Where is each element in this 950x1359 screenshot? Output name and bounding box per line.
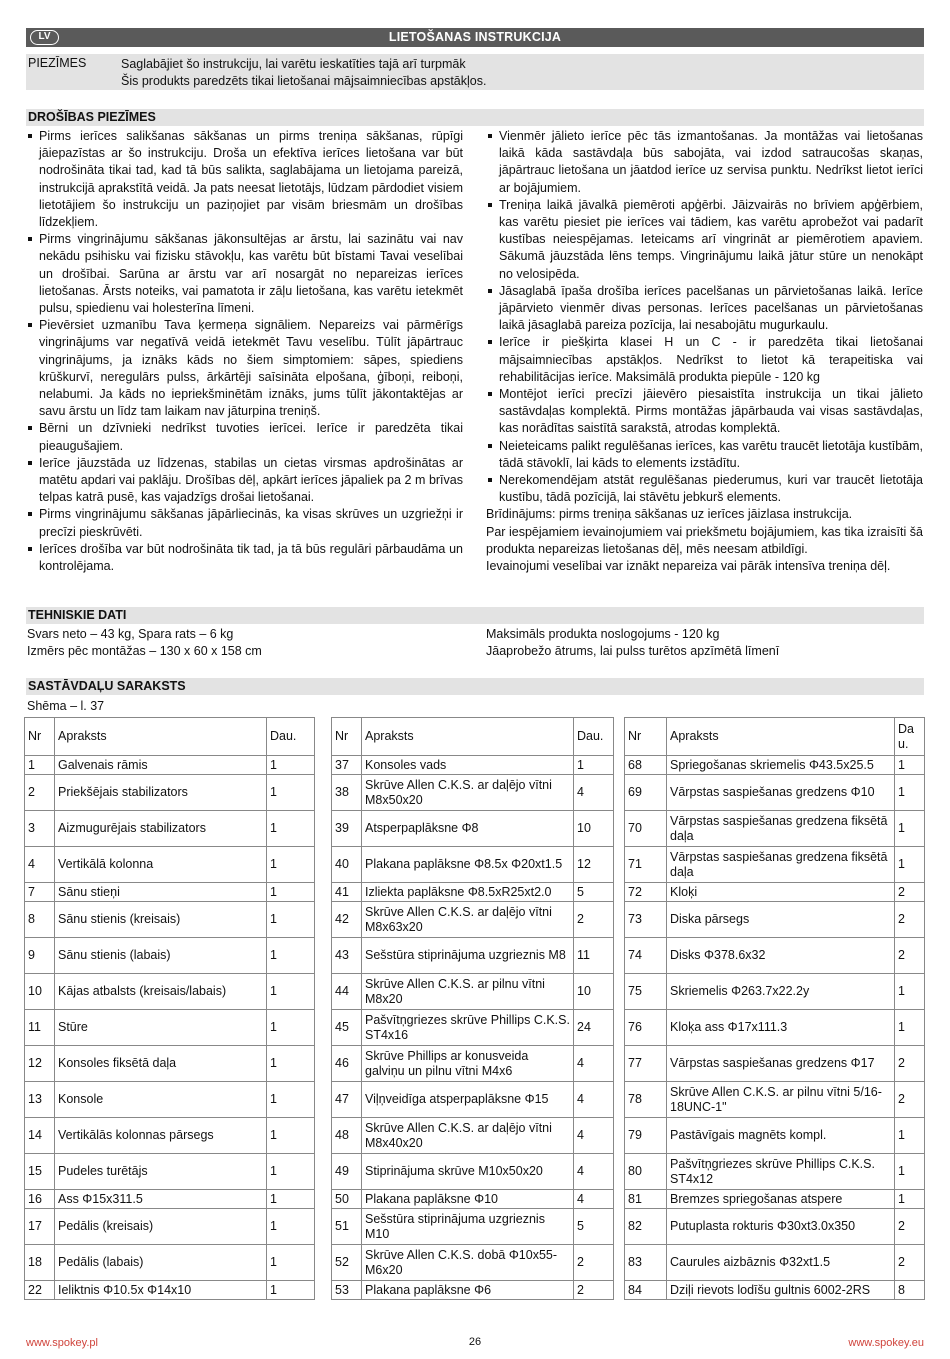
safety-item: Pievērsiet uzmanību Tava ķermeņa signāliem. Nepareizs vai pārmērīgs vingrinājums var negatīvā veidā ietekmēt Tavu veselību. Tūlīt jāpārtrauc vingrinājums, ja iznāks kāds no šiem simptomiem: sāpes, spiediens krūškurvī, neregulārs pulss, ārkārtēji saīsināta elpošana, ģīboņi, reiboņi, nelabumi. Ja kāds no iepriekšminētām iznāks, jums tūlīt jākontaktējas ar savu ārstu un līdz tam laikam nav jāturpina treniņš. <box>26 317 463 420</box>
table-row <box>332 1281 614 1300</box>
table-header-row <box>25 718 315 756</box>
part-quantity: 2 <box>895 1046 925 1082</box>
part-description: Sānu stienis (labais) <box>55 938 267 974</box>
part-number: 10 <box>25 974 55 1010</box>
safety-left-column <box>26 128 463 575</box>
part-quantity: 2 <box>574 1281 614 1300</box>
part-description: Vertikālā kolonna <box>55 847 267 883</box>
part-number: 41 <box>332 883 362 902</box>
part-description: Skrūve Allen C.K.S. ar pilnu vītni 5/16-18UNC-1" <box>667 1082 895 1118</box>
part-number: 77 <box>625 1046 667 1082</box>
part-description: Vertikālās kolonnas pārsegs <box>55 1118 267 1154</box>
safety-item: Pirms vingrinājumu sākšanas jāpārliecinās, ka visas skrūves un uzgriežņi ir precīzi pieskrūvēti. <box>26 506 463 540</box>
notes-label: PIEZĪMES <box>28 56 87 70</box>
part-quantity: 1 <box>267 883 315 902</box>
safety-item: Ierīces drošība var būt nodrošināta tik tad, ja tā būs regulāri pārbaudāma un kontrolējama. <box>26 541 463 575</box>
part-description: Kloķi <box>667 883 895 902</box>
part-quantity: 8 <box>895 1281 925 1300</box>
part-number: 80 <box>625 1154 667 1190</box>
liability-text: Par iespējamiem ievainojumiem vai priekšmetu bojājumiem, kas tika izraisīti šā produkta nepareizas lietošanas dēļ, mēs neesam atbildīgi. <box>486 524 923 556</box>
part-number: 44 <box>332 974 362 1010</box>
part-quantity: 1 <box>267 1245 315 1281</box>
part-number: 12 <box>25 1046 55 1082</box>
part-description: Pudeles turētājs <box>55 1154 267 1190</box>
table-row <box>625 1118 925 1154</box>
table-header-row <box>332 718 614 756</box>
part-description: Skrūve Allen C.K.S. ar daļējo vītni M8x50x20 <box>362 775 574 811</box>
part-quantity: 1 <box>267 1118 315 1154</box>
table-row <box>332 1245 614 1281</box>
part-quantity: 4 <box>574 1046 614 1082</box>
part-number: 74 <box>625 938 667 974</box>
table-row <box>25 811 315 847</box>
safety-item: Neieteicams palikt regulēšanas ierīces, kas varētu traucēt lietotāja kustībām, tādā stāvoklī, lai kāds to elements izstādītu. <box>486 438 923 472</box>
part-description: Ass Φ15x311.5 <box>55 1190 267 1209</box>
table-row <box>25 1281 315 1300</box>
part-description: Stūre <box>55 1010 267 1046</box>
part-description: Pedālis (kreisais) <box>55 1209 267 1245</box>
part-description: Pastāvīgais magnēts kompl. <box>667 1118 895 1154</box>
part-number: 46 <box>332 1046 362 1082</box>
part-quantity: 1 <box>895 1154 925 1190</box>
table-header-row <box>625 718 925 756</box>
part-description: Skrūve Allen C.K.S. ar daļējo vītni M8x40x20 <box>362 1118 574 1154</box>
part-quantity: 4 <box>574 1118 614 1154</box>
part-quantity: 1 <box>267 1082 315 1118</box>
part-quantity: 1 <box>267 775 315 811</box>
part-quantity: 1 <box>895 775 925 811</box>
safety-item: Bērni un dzīvnieki nedrīkst tuvoties ierīcei. Ierīce ir paredzēta tikai pieaugušajiem. <box>26 420 463 454</box>
part-description: Plakana paplāksne Φ6 <box>362 1281 574 1300</box>
part-description: Pedālis (labais) <box>55 1245 267 1281</box>
part-description: Atsperpaplāksne Φ8 <box>362 811 574 847</box>
part-quantity: 10 <box>574 974 614 1010</box>
table-row <box>332 811 614 847</box>
table-row <box>625 1046 925 1082</box>
table-row <box>625 1209 925 1245</box>
table-row <box>625 974 925 1010</box>
table-header-cell: Da u. <box>895 718 925 756</box>
table-header-cell: Apraksts <box>667 718 895 756</box>
part-quantity: 1 <box>267 938 315 974</box>
safety-item: Ierīce jāuzstāda uz līdzenas, stabilas un cietas virsmas apdrošinātas ar matētu apdari vai paklāju. Drošības dēļ, apkārt ierīces jāpaliek pa 2 m brīvas telpas katrā pusē, kas vajadzīgs drošai lietošanai. <box>26 455 463 507</box>
tech-line: Svars neto – 43 kg, Spara rats – 6 kg <box>27 627 234 641</box>
part-quantity: 5 <box>574 1209 614 1245</box>
part-number: 18 <box>25 1245 55 1281</box>
part-number: 48 <box>332 1118 362 1154</box>
part-number: 43 <box>332 938 362 974</box>
table-row <box>25 1118 315 1154</box>
safety-item: Pirms vingrinājumu sākšanas jākonsultējas ar ārstu, lai sazinātu vai nav nekādu psihisku vai fizisku stāvokļu, kas varētu būt bīstami Tavai veselībai un drošībai. Sarūna ar ārstu var arī nosargāt no nepareizas ierīces lietošanas. Ārsts noteiks, vai pamatota ir zāļu lietošana, kas varētu ietekmēt pulsu, spiedienu vai holesterīna līmeni. <box>26 231 463 317</box>
part-number: 4 <box>25 847 55 883</box>
table-header-cell: Nr <box>625 718 667 756</box>
part-number: 47 <box>332 1082 362 1118</box>
header-bar <box>26 28 924 47</box>
language-badge: LV <box>30 30 59 45</box>
safety-item: Vienmēr jālieto ierīce pēc tās izmantošanas. Ja montāžas vai lietošanas laikā kāda sastāvdaļa būs sabojāta, vai izdod satraucošas skaņas, jāpārtrauc lietošana un jāatdod ierīce uz servisa punktu. Nedrīkst lietot ierīci ar bojājumiem. <box>486 128 923 197</box>
part-quantity: 2 <box>895 1245 925 1281</box>
part-quantity: 1 <box>267 811 315 847</box>
part-number: 40 <box>332 847 362 883</box>
table-row <box>625 1082 925 1118</box>
part-quantity: 24 <box>574 1010 614 1046</box>
table-row <box>25 1190 315 1209</box>
table-row <box>25 847 315 883</box>
part-number: 37 <box>332 756 362 775</box>
parts-table-2 <box>331 717 614 1300</box>
part-quantity: 1 <box>267 1010 315 1046</box>
table-row <box>25 1245 315 1281</box>
table-row <box>25 1010 315 1046</box>
table-header-cell: Dau. <box>267 718 315 756</box>
table-row <box>332 847 614 883</box>
table-row <box>25 883 315 902</box>
part-description: Galvenais rāmis <box>55 756 267 775</box>
part-quantity: 1 <box>895 974 925 1010</box>
part-quantity: 4 <box>574 775 614 811</box>
part-number: 50 <box>332 1190 362 1209</box>
part-description: Stiprinājuma skrūve M10x50x20 <box>362 1154 574 1190</box>
safety-item: Treniņa laikā jāvalkā piemēroti apģērbi. Jāizvairās no brīviem apģērbiem, kas varētu piesiet pie ierīces vai tādiem, kas varētu aprobežot vai padarīt kustības neiespējamas. Ieteicams arī vingrināt ar piemērotiem apaviem. Sākumā jāuzstāda lēns temps. Vingrinājumu laikā jātur stūre un nenokāpt no velosipēda. <box>486 197 923 283</box>
table-row <box>25 775 315 811</box>
part-number: 70 <box>625 811 667 847</box>
table-row <box>332 775 614 811</box>
part-description: Skrūve Allen C.K.S. ar daļējo vītni M8x63x20 <box>362 902 574 938</box>
part-description: Vārpstas saspiešanas gredzens Φ10 <box>667 775 895 811</box>
table-row <box>332 902 614 938</box>
part-quantity: 1 <box>895 756 925 775</box>
part-number: 69 <box>625 775 667 811</box>
part-number: 42 <box>332 902 362 938</box>
part-description: Sešstūra stiprinājuma uzgrieznis M10 <box>362 1209 574 1245</box>
table-row <box>332 938 614 974</box>
part-quantity: 1 <box>267 1046 315 1082</box>
part-number: 71 <box>625 847 667 883</box>
part-description: Plakana paplāksne Φ8.5x Φ20xt1.5 <box>362 847 574 883</box>
tech-heading: TEHNISKIE DATI <box>26 607 924 624</box>
table-row <box>625 1154 925 1190</box>
part-description: Sānu stienis (kreisais) <box>55 902 267 938</box>
part-quantity: 2 <box>895 1209 925 1245</box>
table-row <box>332 974 614 1010</box>
part-number: 53 <box>332 1281 362 1300</box>
part-number: 2 <box>25 775 55 811</box>
parts-heading: SASTĀVDAĻU SARAKSTS <box>26 678 924 695</box>
part-description: Kājas atbalsts (kreisais/labais) <box>55 974 267 1010</box>
part-quantity: 1 <box>895 811 925 847</box>
part-description: Sešstūra stiprinājuma uzgrieznis M8 <box>362 938 574 974</box>
part-description: Sānu stieņi <box>55 883 267 902</box>
part-quantity: 10 <box>574 811 614 847</box>
part-quantity: 4 <box>574 1190 614 1209</box>
part-quantity: 2 <box>895 938 925 974</box>
safety-item: Ierīce ir piešķirta klasei H un C - ir paredzēta tikai lietošanai mājsaimniecības apstākļos. Nedrīkst to lietot kā terapeitiska vai rehabilitācijas ierīce. Maksimālā produkta piepūle - 120 kg <box>486 334 923 386</box>
part-description: Pašvītņgriezes skrūve Phillips C.K.S. ST4x16 <box>362 1010 574 1046</box>
part-number: 9 <box>25 938 55 974</box>
part-description: Vārpstas saspiešanas gredzena fiksētā daļa <box>667 811 895 847</box>
table-row <box>25 1209 315 1245</box>
table-row <box>25 1154 315 1190</box>
part-description: Viļņveidīga atsperpaplāksne Φ15 <box>362 1082 574 1118</box>
part-number: 39 <box>332 811 362 847</box>
part-description: Skriemelis Φ263.7x22.2y <box>667 974 895 1010</box>
part-number: 13 <box>25 1082 55 1118</box>
part-description: Skrūve Phillips ar konusveida galviņu un pilnu vītni M4x6 <box>362 1046 574 1082</box>
part-quantity: 2 <box>574 902 614 938</box>
safety-heading: DROŠĪBAS PIEZĪMES <box>26 109 924 126</box>
table-row <box>332 1082 614 1118</box>
table-row <box>332 1154 614 1190</box>
notes-lines <box>121 56 486 90</box>
part-description: Skrūve Allen C.K.S. ar pilnu vītni M8x20 <box>362 974 574 1010</box>
part-number: 82 <box>625 1209 667 1245</box>
part-number: 83 <box>625 1245 667 1281</box>
tech-line: Izmērs pēc montāžas – 130 x 60 x 158 cm <box>27 644 262 658</box>
part-number: 11 <box>25 1010 55 1046</box>
part-quantity: 4 <box>574 1154 614 1190</box>
part-quantity: 1 <box>267 847 315 883</box>
part-quantity: 1 <box>267 974 315 1010</box>
part-number: 78 <box>625 1082 667 1118</box>
part-description: Konsoles vads <box>362 756 574 775</box>
part-number: 73 <box>625 902 667 938</box>
safety-item: Nerekomendējam atstāt regulēšanas piederumus, kuri var traucēt lietotāja kustību, tādā pozīcijā, lai stāvētu jebkurš elements. <box>486 472 923 506</box>
table-header-cell: Nr <box>332 718 362 756</box>
table-row <box>25 1046 315 1082</box>
part-number: 75 <box>625 974 667 1010</box>
part-quantity: 2 <box>574 1245 614 1281</box>
page-number: 26 <box>468 1336 482 1348</box>
part-quantity: 12 <box>574 847 614 883</box>
table-row <box>625 847 925 883</box>
part-quantity: 11 <box>574 938 614 974</box>
part-number: 76 <box>625 1010 667 1046</box>
table-header-cell: Dau. <box>574 718 614 756</box>
part-description: Dziļi rievots lodīšu gultnis 6002-2RS <box>667 1281 895 1300</box>
part-quantity: 1 <box>895 1118 925 1154</box>
part-quantity: 2 <box>895 883 925 902</box>
part-quantity: 1 <box>895 1190 925 1209</box>
part-description: Konsole <box>55 1082 267 1118</box>
part-description: Konsoles fiksētā daļa <box>55 1046 267 1082</box>
table-row <box>625 938 925 974</box>
table-row <box>625 1010 925 1046</box>
part-number: 22 <box>25 1281 55 1300</box>
part-description: Caurules aizbāznis Φ32xt1.5 <box>667 1245 895 1281</box>
table-row <box>25 938 315 974</box>
notes-line: Saglabājiet šo instrukciju, lai varētu ieskatīties tajā arī turpmāk <box>121 57 466 71</box>
table-row <box>625 1190 925 1209</box>
part-number: 15 <box>25 1154 55 1190</box>
part-quantity: 1 <box>267 756 315 775</box>
part-quantity: 1 <box>267 902 315 938</box>
part-quantity: 4 <box>574 1082 614 1118</box>
table-row <box>332 1010 614 1046</box>
part-number: 7 <box>25 883 55 902</box>
part-quantity: 1 <box>574 756 614 775</box>
part-quantity: 2 <box>895 902 925 938</box>
part-number: 14 <box>25 1118 55 1154</box>
table-row <box>332 883 614 902</box>
part-description: Aizmugurējais stabilizators <box>55 811 267 847</box>
parts-table-1 <box>24 717 315 1300</box>
footer-link-right[interactable]: www.spokey.eu <box>848 1337 924 1349</box>
warning-text: Brīdinājums: pirms treniņa sākšanas uz ierīces jāizlasa instrukcija. <box>486 507 853 522</box>
safety-right-column <box>486 128 923 575</box>
part-description: Vārpstas saspiešanas gredzena fiksētā daļa <box>667 847 895 883</box>
part-description: Vārpstas saspiešanas gredzens Φ17 <box>667 1046 895 1082</box>
table-row <box>25 1082 315 1118</box>
part-description: Plakana paplāksne Φ10 <box>362 1190 574 1209</box>
part-description: Disks Φ378.6x32 <box>667 938 895 974</box>
safety-item: Pirms ierīces salikšanas sākšanas un pirms treniņa sākšanas, rūpīgi jāiepazīstas ar šo instrukciju. Droša un efektīva ierīces lietošana var būt nodrošināta tikai tad, kad tā būs salikta, saglabājama un lietojama pareizā, instrukcijā aprakstītā veidā. Ja pats neesat lietotājs, lūdzam pārdodiet visiem lietotājiem šo instrukciju un paziņojiet par visām briesmām un drošības līdzekļiem. <box>26 128 463 231</box>
part-description: Pašvītņgriezes skrūve Phillips C.K.S. ST4x12 <box>667 1154 895 1190</box>
tech-left <box>27 626 262 660</box>
table-row <box>625 1245 925 1281</box>
notes-box <box>26 54 924 90</box>
table-row <box>625 883 925 902</box>
parts-table-3 <box>624 717 925 1300</box>
part-quantity: 2 <box>895 1082 925 1118</box>
part-number: 45 <box>332 1010 362 1046</box>
part-description: Skrūve Allen C.K.S. dobā Φ10x55-M6x20 <box>362 1245 574 1281</box>
part-number: 16 <box>25 1190 55 1209</box>
part-quantity: 1 <box>267 1209 315 1245</box>
part-number: 38 <box>332 775 362 811</box>
table-row <box>625 775 925 811</box>
part-quantity: 1 <box>267 1190 315 1209</box>
safety-item: Montējot ierīci precīzi jāievēro piesaistīta instrukcija un tikai jālieto sastāvdaļas komplektā. Pirms montāžas jāpārbauda vai visas sastāvdaļas, kas norādītas saistītā sarakstā, atrodas komplektā. <box>486 386 923 438</box>
part-number: 84 <box>625 1281 667 1300</box>
page-title: LIETOŠANAS INSTRUKCIJA <box>388 30 562 44</box>
table-row <box>25 756 315 775</box>
notes-line: Šis produkts paredzēts tikai lietošanai mājsaimniecības apstākļos. <box>121 74 487 88</box>
part-number: 81 <box>625 1190 667 1209</box>
tech-line: Jāaprobežo ātrums, lai pulss turētos apzīmētā līmenī <box>486 644 780 658</box>
part-number: 79 <box>625 1118 667 1154</box>
part-quantity: 1 <box>895 1010 925 1046</box>
table-row <box>332 1209 614 1245</box>
part-number: 52 <box>332 1245 362 1281</box>
table-row <box>332 1118 614 1154</box>
part-quantity: 1 <box>267 1281 315 1300</box>
part-description: Izliekta paplāksne Φ8.5xR25xt2.0 <box>362 883 574 902</box>
table-row <box>625 756 925 775</box>
part-number: 49 <box>332 1154 362 1190</box>
part-quantity: 1 <box>267 1154 315 1190</box>
table-row <box>332 1046 614 1082</box>
part-number: 72 <box>625 883 667 902</box>
part-number: 1 <box>25 756 55 775</box>
part-number: 3 <box>25 811 55 847</box>
table-row <box>25 902 315 938</box>
safety-item: Jāsaglabā īpaša drošība ierīces pacelšanas un pārvietošanas laikā. Ierīce jāpārvieto vienmēr divas personas. Ierīces pacelšanas un pārvietošanas laikā jāsaglabā pareiza pozīcija, lai nesabojātu mugurkaulu. <box>486 283 923 335</box>
table-row <box>625 811 925 847</box>
part-number: 17 <box>25 1209 55 1245</box>
part-quantity: 1 <box>895 847 925 883</box>
part-description: Priekšējais stabilizators <box>55 775 267 811</box>
tech-line: Maksimāls produkta noslogojums - 120 kg <box>486 627 720 641</box>
part-number: 68 <box>625 756 667 775</box>
part-description: Kloķa ass Φ17x111.3 <box>667 1010 895 1046</box>
table-header-cell: Nr <box>25 718 55 756</box>
table-header-cell: Apraksts <box>362 718 574 756</box>
table-row <box>332 756 614 775</box>
part-description: Bremzes spriegošanas atspere <box>667 1190 895 1209</box>
footer-link-left[interactable]: www.spokey.pl <box>26 1337 98 1349</box>
part-description: Ieliktnis Φ10.5x Φ14x10 <box>55 1281 267 1300</box>
injury-text: Ievainojumi veselībai var iznākt nepareiza vai pārāk intensīva treniņa dēļ. <box>486 559 891 574</box>
part-description: Spriegošanas skriemelis Φ43.5x25.5 <box>667 756 895 775</box>
part-description: Diska pārsegs <box>667 902 895 938</box>
table-row <box>625 902 925 938</box>
part-quantity: 5 <box>574 883 614 902</box>
table-row <box>332 1190 614 1209</box>
part-number: 8 <box>25 902 55 938</box>
table-row <box>25 974 315 1010</box>
part-description: Putuplasta rokturis Φ30xt3.0x350 <box>667 1209 895 1245</box>
parts-subtitle: Shēma – l. 37 <box>27 699 105 713</box>
tech-right <box>486 626 779 660</box>
table-row <box>625 1281 925 1300</box>
part-number: 51 <box>332 1209 362 1245</box>
table-header-cell: Apraksts <box>55 718 267 756</box>
